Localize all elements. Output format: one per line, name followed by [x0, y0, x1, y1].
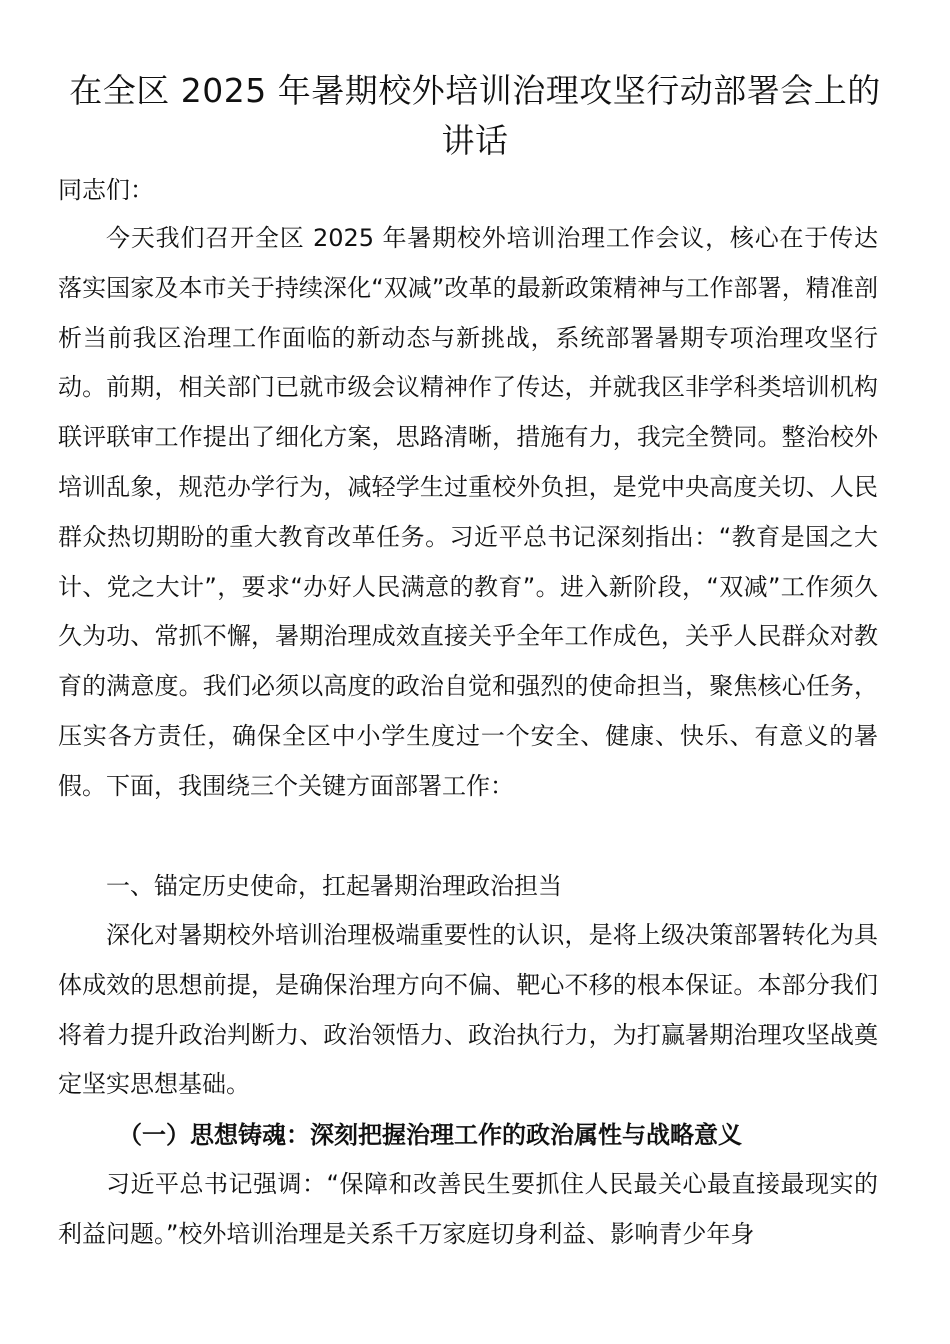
document-title: 在全区 2025 年暑期校外培训治理攻坚行动部署会上的讲话 [69, 71, 881, 160]
salutation: 同志们： [58, 176, 154, 204]
subsection-heading-1: （一）思想铸魂：深刻把握治理工作的政治属性与战略意义 [118, 1121, 742, 1149]
paragraph-introduction: 今天我们召开全区 2025 年暑期校外培训治理工作会议，核心在于传达落实国家及本市关于持续深化“双减”改革的最新政策精神与工作部署，精准剖析当前我区治理工作面临的新动态与新挑战，系统部署暑期专项治理攻坚行动。前期，相关部门已就市级会议精神作了传达，并就我区非学科类培训机构联评联审工作提出了细化方案，思路清晰，措施有力，我完全赞同。整治校外培训乱象，规范办学行为，减轻学生过重校外负担，是党中央高度关切、人民群众热切期盼的重大教育改革任务。习近平总书记深刻指出：“教育是国之大计、党之大计”，要求“办好人民满意的教育”。进入新阶段，“双减”工作须久久为功、常抓不懈，暑期治理成效直接关乎全年工作成色，关乎人民群众对教育的满意度。我们必须以高度的政治自觉和强烈的使命担当，聚焦核心任务，压实各方责任，确保全区中小学生度过一个安全、健康、快乐、有意义的暑假。下面，我围绕三个关键方面部署工作： [58, 224, 878, 800]
section-heading-1: 一、锚定历史使命，扛起暑期治理政治担当 [106, 872, 562, 900]
paragraph-subsection-1: 习近平总书记强调：“保障和改善民生要抓住人民最关心最直接最现实的利益问题。”校外培训治理是关系千万家庭切身利益、影响青少年身 [58, 1170, 878, 1248]
paragraph-section-1: 深化对暑期校外培训治理极端重要性的认识，是将上级决策部署转化为具体成效的思想前提，是确保治理方向不偏、靶心不移的根本保证。本部分我们将着力提升政治判断力、政治领悟力、政治执行力，为打赢暑期治理攻坚战奠定坚实思想基础。 [58, 921, 878, 1099]
